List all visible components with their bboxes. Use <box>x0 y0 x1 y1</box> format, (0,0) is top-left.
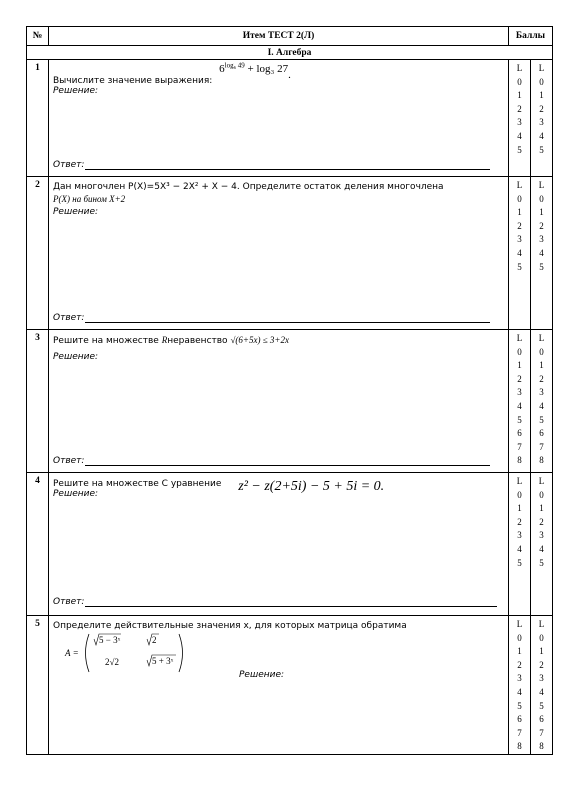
section-row <box>27 46 553 60</box>
score-column-a: L 0 1 2 3 4 5 <box>509 177 531 330</box>
score-column-b: L 0 1 2 3 4 5 6 7 8 <box>531 330 553 473</box>
score-column-a: L 0 1 2 3 4 5 <box>509 60 531 177</box>
test-sheet <box>26 26 552 755</box>
score-column-b: L 0 1 2 3 4 5 <box>531 60 553 177</box>
task-cell <box>49 473 509 616</box>
task-row-1 <box>27 60 553 177</box>
task-text: Определите действительные значения x, для которых матрица обратима <box>53 621 407 631</box>
solution-label: Решение: <box>53 207 99 217</box>
task-formula: $6^{log_6 49} + \log_3$ 27. <box>219 61 291 81</box>
answer-label: Ответ: <box>53 160 85 170</box>
score-column-b: L 0 1 2 3 4 5 <box>531 177 553 330</box>
answer-line[interactable] <box>85 314 490 323</box>
task-cell <box>49 330 509 473</box>
header-number: № <box>27 27 49 46</box>
matrix-brackets <box>65 632 185 674</box>
matrix-cell-a22: 5 + 3ˣ <box>152 656 174 666</box>
solution-label: Решение: <box>239 670 285 680</box>
header-score: Баллы <box>509 27 553 46</box>
task-text: Решите на множестве <box>53 336 159 346</box>
solution-label: Решение: <box>53 352 99 362</box>
answer-label: Ответ: <box>53 456 85 466</box>
score-column-a: L 0 1 2 3 4 5 6 7 8 <box>509 330 531 473</box>
task-question <box>53 181 504 205</box>
task-row-2 <box>27 177 553 330</box>
answer-line[interactable] <box>85 457 490 466</box>
task-number: 1 <box>27 60 49 177</box>
task-row-3 <box>27 330 553 473</box>
score-column-a: L 0 1 2 3 4 5 <box>509 473 531 616</box>
answer-row <box>53 160 490 170</box>
task-formula: z² − z(2+5i) − 5 + 5i = 0. <box>238 479 385 494</box>
answer-line[interactable] <box>85 161 490 170</box>
task-cell <box>49 177 509 330</box>
answer-row <box>53 456 490 466</box>
matrix-cell-a12: 2 <box>152 635 157 645</box>
matrix-cell-a11: 5 − 3ˣ <box>99 635 121 645</box>
task-question <box>53 334 504 347</box>
answer-label: Ответ: <box>53 313 85 323</box>
set-symbol: R <box>161 335 168 345</box>
header-item: Итем ТЕСТ 2(Л) <box>49 27 509 46</box>
task-row-5 <box>27 616 553 755</box>
test-table <box>26 26 553 755</box>
matrix-cell-a21: 2√2 <box>105 657 119 667</box>
solution-label: Решение: <box>53 86 99 96</box>
matrix-name: A = <box>65 648 79 658</box>
section-title: I. Алгебра <box>27 46 553 60</box>
task-cell <box>49 616 509 755</box>
task-formula: √(6+5x) ≤ 3+2x <box>230 335 289 345</box>
score-column-b: L 0 1 2 3 4 5 <box>531 473 553 616</box>
task-text: Вычислите значение выражения: <box>53 75 213 86</box>
task-text: Решите на множестве C уравнение <box>53 479 222 489</box>
task-number: 5 <box>27 616 49 755</box>
task-text-continued: P(X) на бином X+2 <box>53 194 126 204</box>
answer-line[interactable] <box>85 598 497 607</box>
task-text-tail: неравенство <box>167 336 228 346</box>
answer-row <box>53 313 490 323</box>
matrix <box>65 632 185 674</box>
task-question <box>53 620 504 632</box>
answer-row <box>53 597 497 607</box>
header-row <box>27 27 553 46</box>
task-cell <box>49 60 509 177</box>
task-question <box>53 61 504 86</box>
task-row-4 <box>27 473 553 616</box>
task-number: 2 <box>27 177 49 330</box>
answer-label: Ответ: <box>53 597 85 607</box>
score-column-a: L 0 1 2 3 4 5 6 7 8 <box>509 616 531 755</box>
solution-label: Решение: <box>53 489 99 499</box>
score-column-b: L 0 1 2 3 4 5 6 7 8 <box>531 616 553 755</box>
task-text: Дан многочлен P(X)=5X³ − 2X² + X − 4. Определите остаток деления многочлена <box>53 182 444 192</box>
task-number: 3 <box>27 330 49 473</box>
task-number: 4 <box>27 473 49 616</box>
